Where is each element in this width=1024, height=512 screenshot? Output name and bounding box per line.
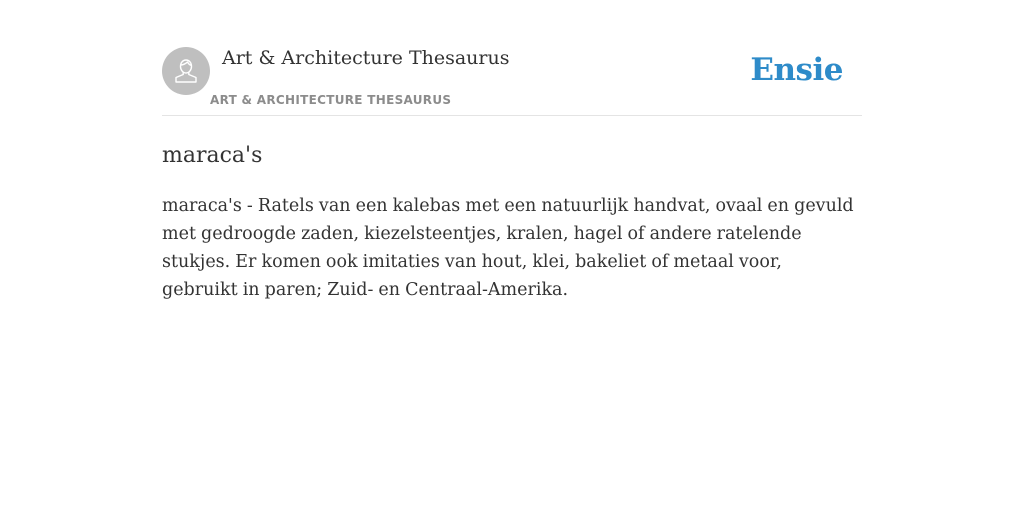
user-icon bbox=[171, 56, 201, 86]
page bbox=[162, 0, 862, 304]
avatar[interactable] bbox=[162, 47, 210, 95]
header bbox=[162, 46, 862, 116]
entry-body: maraca's - Ratels van een kalebas met een natuurlijk handvat, ovaal en gevuld met gedroogde zaden, kiezelsteentjes, kralen, hagel of andere ratelende stukjes. Er komen ook imitaties van hout, klei, bakeliet of metaal voor, gebruikt in paren; Zuid- en Centraal-Amerika. bbox=[162, 196, 854, 300]
source-label[interactable]: ART & ARCHITECTURE THESAURUS bbox=[210, 93, 452, 107]
ensie-logo[interactable]: Ensie bbox=[750, 52, 843, 88]
author-name[interactable]: Art & Architecture Thesaurus bbox=[222, 47, 510, 69]
entry-title: maraca's bbox=[162, 143, 263, 168]
